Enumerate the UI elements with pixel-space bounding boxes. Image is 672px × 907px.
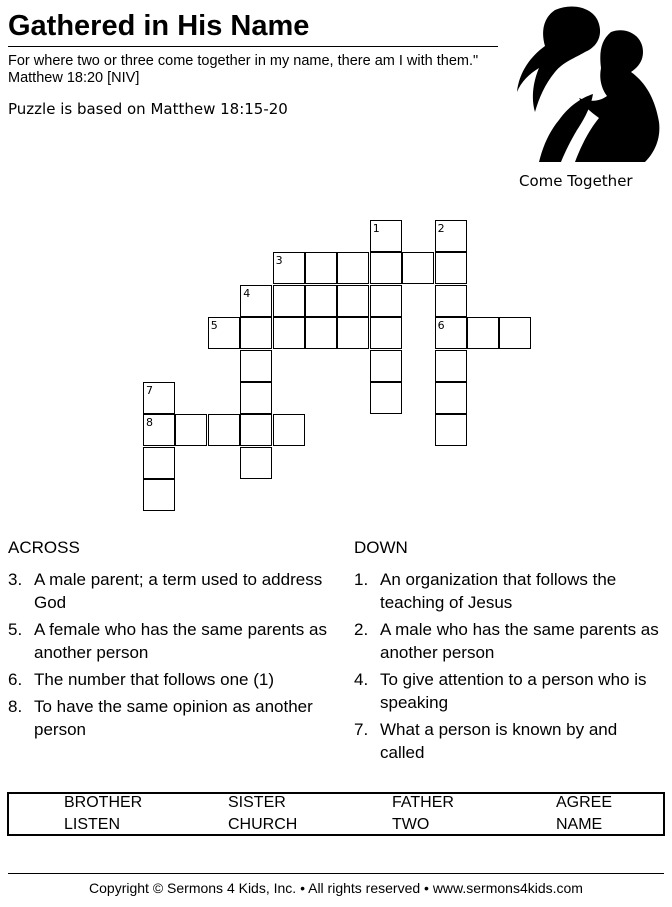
grid-cell[interactable] [240,285,272,317]
word-bank-word: LISTEN [64,816,121,833]
clue-number: 4 [243,286,251,300]
grid-cell[interactable] [370,317,402,349]
down-clue [354,568,664,614]
grid-cell[interactable] [435,414,467,446]
clue-number: 3. [8,570,23,589]
illustration-caption: Come Together [519,172,633,190]
clue-number: 7 [146,384,153,397]
clue-text: The number that follows one (1) [34,670,275,689]
down-clues [354,538,664,768]
across-heading: ACROSS [8,538,80,557]
grid-cell[interactable] [370,220,402,252]
grid-cell[interactable] [143,479,175,511]
grid-cell[interactable] [435,382,467,414]
word-bank-word: NAME [556,816,603,833]
grid-cell[interactable] [370,382,402,414]
clue-number: 6 [437,319,445,333]
clue-text: To give attention to a person who is speaking [380,670,647,712]
across-clue [8,568,328,614]
down-heading: DOWN [354,538,408,557]
puzzle-reference: Puzzle is based on Matthew 18:15-20 [8,100,288,118]
clue-text: To have the same opinion as another person [34,697,313,739]
grid-cell[interactable] [143,382,175,414]
grid-cell[interactable] [435,252,467,284]
grid-cell[interactable] [273,252,305,284]
grid-cell[interactable] [273,285,305,317]
grid-cell[interactable] [143,414,175,446]
grid-cell[interactable] [305,317,337,349]
grid-cell[interactable] [208,317,240,349]
grid-cell[interactable] [435,317,467,349]
grid-cell[interactable] [435,285,467,317]
grid-cell[interactable] [337,285,369,317]
grid-cell[interactable] [240,350,272,382]
grid-cell[interactable] [370,252,402,284]
grid-cell[interactable] [305,252,337,284]
word-bank-word: BROTHER [64,794,143,811]
clue-text: A male who has the same parents as another person [380,620,659,662]
grid-cell[interactable] [305,285,337,317]
down-clue [354,668,664,714]
down-clue [354,618,664,664]
clue-text: A female who has the same parents as another person [34,620,327,662]
grid-cell[interactable] [402,252,434,284]
across-clue [8,618,328,664]
down-clue [354,718,664,764]
grid-cell[interactable] [435,350,467,382]
praying-people-illustration [515,2,665,167]
footer-divider [8,873,664,874]
clue-number: 2. [354,620,369,639]
clue-text: An organization that follows the teaching of Jesus [380,570,617,612]
across-clue [8,668,328,691]
clue-number: 2 [437,222,445,235]
grid-cell[interactable] [240,447,272,479]
grid-cell[interactable] [499,317,531,349]
word-bank-word: FATHER [392,794,454,811]
clue-number: 7. [354,720,369,739]
page-title: Gathered in His Name [8,10,310,42]
grid-cell[interactable] [273,317,305,349]
copyright-footer: Copyright © Sermons 4 Kids, Inc. • All rights reserved • www.sermons4kids.com [89,880,583,896]
word-bank-word: AGREE [556,794,613,811]
grid-cell[interactable] [143,447,175,479]
word-bank-word: TWO [392,816,430,833]
clue-number: 8 [146,416,153,430]
grid-cell[interactable] [337,317,369,349]
word-bank [7,792,665,836]
clue-number: 8. [8,697,23,716]
grid-cell[interactable] [240,382,272,414]
word-bank-word: SISTER [228,794,286,811]
grid-cell[interactable] [467,317,499,349]
grid-cell[interactable] [370,350,402,382]
clue-number: 3 [275,254,283,268]
grid-cell[interactable] [370,285,402,317]
grid-cell[interactable] [337,252,369,284]
scripture-quote: For where two or three come together in my name, there am I with them." Matthew 18:20 [NIV] [8,53,479,86]
across-clues [8,538,328,745]
clue-number: 5. [8,620,23,639]
clue-number: 6. [8,670,23,689]
clue-text: A male parent; a term used to address God [34,570,323,612]
clue-number: 4. [354,670,369,689]
clue-number: 1 [372,222,380,235]
grid-cell[interactable] [175,414,207,446]
grid-cell[interactable] [240,414,272,446]
word-bank-word: CHURCH [228,816,298,833]
across-clue [8,695,328,741]
grid-cell[interactable] [208,414,240,446]
title-divider [8,46,498,47]
clue-number: 5 [210,319,218,333]
grid-cell[interactable] [273,414,305,446]
grid-cell[interactable] [240,317,272,349]
grid-cell[interactable] [435,220,467,252]
clue-text: What a person is known by and called [380,720,618,762]
clue-number: 1. [354,570,369,589]
